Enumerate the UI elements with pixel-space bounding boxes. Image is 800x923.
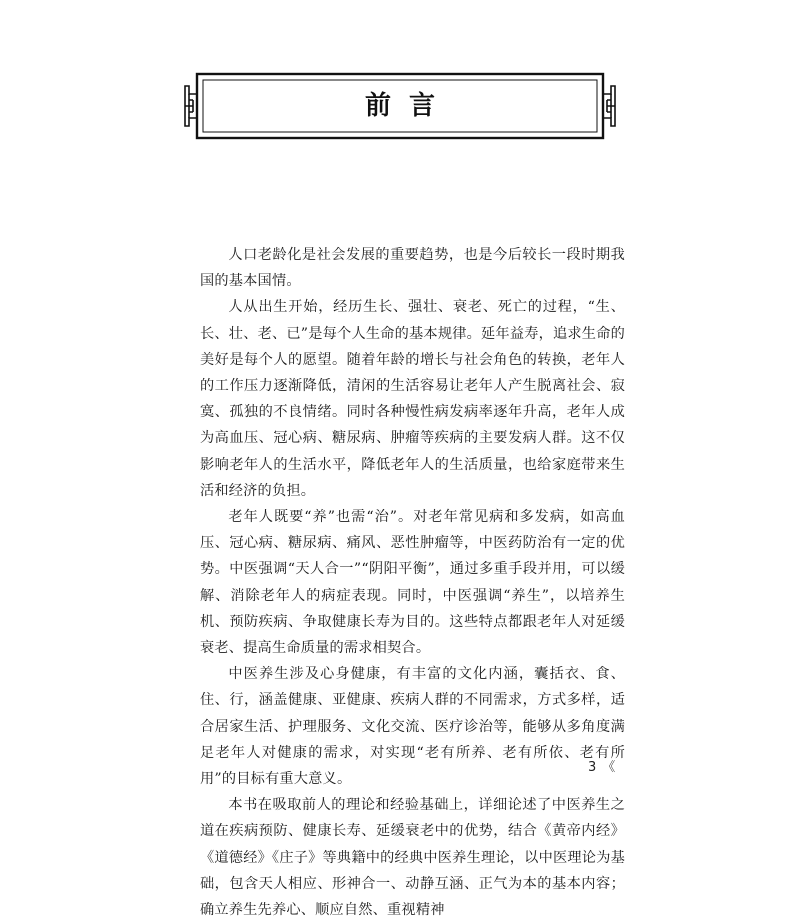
paragraph-4: 中医养生涉及心身健康，有丰富的文化内涵，囊括衣、食、住、行，涵盖健康、亚健康、疾病人群的不同需求，方式多样，适合居家生活、护理服务、文化交流、医疗诊治等，能够从多角度满足老年人对健康的需求，对实现“老有所养、老有所依、老有所用”的目标有重大意义。 xyxy=(200,666,625,788)
paragraph-1: 人口老龄化是社会发展的重要趋势，也是今后较长一段时期我国的基本国情。 xyxy=(200,247,625,290)
title-frame xyxy=(183,72,617,140)
page-title: 前言 xyxy=(364,91,453,121)
page-number xyxy=(588,756,615,775)
page-number-value: 3 xyxy=(588,760,597,775)
paragraph-3: 老年人既要“养”也需“治”。对老年常见病和多发病，如高血压、冠心病、糖尿病、痛风、恶性肿瘤等，中医药防治有一定的优势。中医强调“天人合一”“阴阳平衡”，通过多重手段并用，可以缓解、消除老年人的病症表现。同时，中医强调“养生”，以培养生机、预防疾病、争取健康长寿为目的。这些特点都跟老年人对延缓衰老、提高生命质量的需求相契合。 xyxy=(200,509,625,657)
paragraph-5: 本书在吸取前人的理论和经验基础上，详细论述了中医养生之道在疾病预防、健康长寿、延缓衰老中的优势，结合《黄帝内经》《道德经》《庄子》等典籍中的经典中医养生理论，以中医理论为基础，包含天人相应、形神合一、动静互涵、正气为本的基本内容；确立养生先养心、顺应自然、重视精神 xyxy=(200,797,625,919)
page-number-mark: 《 xyxy=(602,760,616,775)
paragraph-2: 人从出生开始，经历生长、强壮、衰老、死亡的过程，“生、长、壮、老、已”是每个人生命的基本规律。延年益寿，追求生命的美好是每个人的愿望。随着年龄的增长与社会角色的转换，老年人的工作压力逐渐降低，清闲的生活容易让老年人产生脱离社会、寂寞、孤独的不良情绪。同时各种慢性病发病率逐年升高，老年人成为高血压、冠心病、糖尿病、肿瘤等疾病的主要发病人群。这不仅影响老年人的生活水平，降低老年人的生活质量，也给家庭带来生活和经济的负担。 xyxy=(200,299,625,499)
body-text xyxy=(200,242,625,923)
